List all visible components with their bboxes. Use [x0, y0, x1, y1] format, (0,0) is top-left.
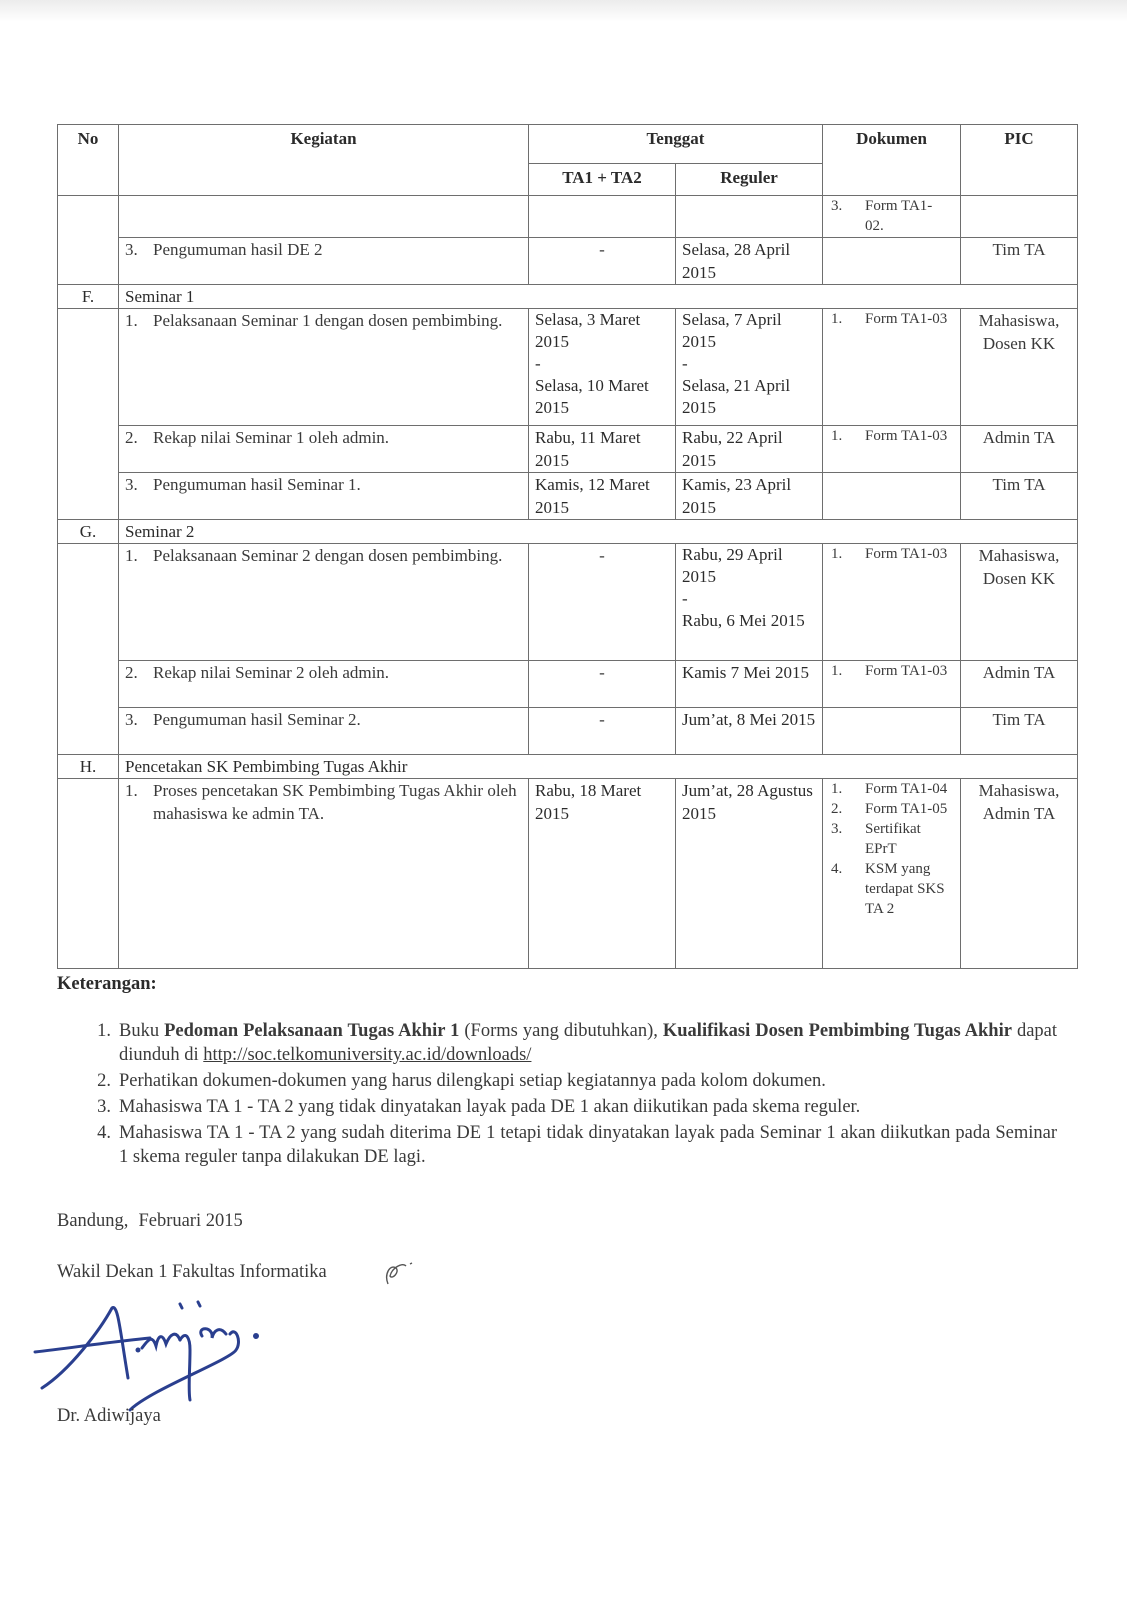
doc-number: 4. — [831, 861, 843, 877]
section-letter: F. — [58, 285, 119, 309]
date-start: Selasa, 7 April 2015 — [682, 310, 782, 351]
kegiatan-cell — [119, 238, 529, 285]
reguler-cell: Jum’at, 8 Mei 2015 — [676, 708, 823, 755]
pic-cell: Tim TA — [961, 473, 1078, 520]
section-title: Seminar 1 — [119, 285, 1078, 309]
note-number: 3. — [97, 1097, 111, 1117]
date-separator: - — [682, 354, 688, 373]
kegiatan-cell — [119, 661, 529, 708]
ta1ta2-cell: Rabu, 18 Maret 2015 — [529, 779, 676, 969]
notes-list — [57, 1019, 1057, 1169]
ta1ta2-cell — [529, 196, 676, 238]
date-start: Rabu, 29 April 2015 — [682, 545, 783, 586]
item-text: Pelaksanaan Seminar 1 dengan dosen pembimbing. — [153, 311, 503, 330]
item-text: Pelaksanaan Seminar 2 dengan dosen pembimbing. — [153, 546, 503, 565]
header-ta1ta2: TA1 + TA2 — [529, 164, 676, 196]
reguler-cell: Kamis, 23 April 2015 — [676, 473, 823, 520]
no-cell — [58, 544, 119, 755]
note-number: 1. — [97, 1021, 111, 1041]
dokumen-cell — [823, 779, 961, 969]
note-bold-text: Pedoman Pelaksanaan Tugas Akhir 1 — [164, 1021, 460, 1041]
dokumen-cell — [823, 426, 961, 473]
section-row-h — [58, 755, 1078, 779]
note-item — [57, 1069, 1057, 1093]
doc-text: Form TA1-05 — [865, 801, 948, 817]
date-end: Selasa, 21 April 2015 — [682, 376, 791, 417]
pic-cell: Mahasiswa, Dosen KK — [961, 544, 1078, 661]
scan-edge-shade — [0, 0, 1127, 22]
schedule-table — [57, 124, 1078, 969]
reguler-cell — [676, 544, 823, 661]
section-row-g — [58, 520, 1078, 544]
reguler-cell — [676, 196, 823, 238]
no-cell — [58, 779, 119, 969]
table-row — [58, 196, 1078, 238]
paraf-initial-mark — [380, 1258, 420, 1288]
header-dokumen: Dokumen — [823, 125, 961, 196]
item-text: Pengumuman hasil Seminar 2. — [153, 710, 361, 729]
pic-cell: Mahasiswa, Dosen KK — [961, 309, 1078, 426]
item-text: Rekap nilai Seminar 2 oleh admin. — [153, 663, 390, 682]
header-pic: PIC — [961, 125, 1078, 196]
kegiatan-cell — [119, 196, 529, 238]
signer-name: Dr. Adiwijaya — [57, 1406, 161, 1426]
notes-title: Keterangan: — [57, 974, 157, 994]
section-row-f — [58, 285, 1078, 309]
doc-text: Form TA1-04 — [865, 781, 948, 797]
ta1ta2-cell: - — [529, 661, 676, 708]
section-letter: H. — [58, 755, 119, 779]
note-bold-text: Kualifikasi Dosen Pembimbing Tugas Akhir — [662, 1021, 1012, 1041]
doc-item — [829, 819, 954, 859]
item-number: 3. — [125, 710, 138, 729]
note-text: Mahasiswa TA 1 - TA 2 yang sudah diterima DE 1 tetapi tidak dinyatakan layak pada Seminar 1 akan diikutkan pada Seminar 1 skema reguler tanpa dilakukan DE lagi. — [119, 1123, 1057, 1167]
doc-text: KSM yang terdapat SKS TA 2 — [865, 861, 945, 917]
city: Bandung, — [57, 1211, 129, 1231]
doc-item — [829, 859, 954, 919]
item-number: 1. — [125, 546, 138, 565]
pic-cell: Mahasiswa, Admin TA — [961, 779, 1078, 969]
note-text — [119, 1019, 1057, 1067]
item-text: Pengumuman hasil Seminar 1. — [153, 475, 361, 494]
item-number: 3. — [125, 475, 138, 494]
date-separator: - — [535, 354, 541, 373]
section-title: Seminar 2 — [119, 520, 1078, 544]
table-row — [58, 238, 1078, 285]
doc-text: Form TA1- 02. — [865, 198, 933, 234]
doc-text: Sertifikat EPrT — [865, 821, 921, 857]
notes-section — [57, 974, 1057, 1171]
dokumen-cell — [823, 708, 961, 755]
dokumen-cell — [823, 238, 961, 285]
doc-text: Form TA1-03 — [865, 428, 948, 444]
reguler-cell: Jum’at, 28 Agustus 2015 — [676, 779, 823, 969]
item-text: Pengumuman hasil DE 2 — [153, 240, 323, 259]
doc-number: 1. — [831, 311, 843, 327]
doc-number: 1. — [831, 428, 843, 444]
doc-text: Form TA1-03 — [865, 663, 948, 679]
reguler-cell: Rabu, 22 April 2015 — [676, 426, 823, 473]
ta1ta2-cell: - — [529, 238, 676, 285]
section-letter: G. — [58, 520, 119, 544]
date: Februari 2015 — [138, 1211, 243, 1231]
header-kegiatan: Kegiatan — [119, 125, 529, 196]
kegiatan-cell — [119, 544, 529, 661]
doc-item — [829, 779, 954, 799]
doc-text: Form TA1-03 — [865, 546, 948, 562]
item-number: 1. — [125, 781, 138, 800]
download-link[interactable]: http://soc.telkomuniversity.ac.id/downloads/ — [203, 1045, 532, 1065]
ta1ta2-cell: - — [529, 708, 676, 755]
reguler-cell — [676, 309, 823, 426]
table-row — [58, 661, 1078, 708]
header-no: No — [58, 125, 119, 196]
header-row — [58, 125, 1078, 164]
note-text: Perhatikan dokumen-dokumen yang harus dilengkapi setiap kegiatannya pada kolom dokumen. — [119, 1071, 826, 1091]
reguler-cell: Selasa, 28 April 2015 — [676, 238, 823, 285]
doc-number: 1. — [831, 546, 843, 562]
item-number: 2. — [125, 428, 138, 447]
kegiatan-cell — [119, 309, 529, 426]
table-row — [58, 426, 1078, 473]
table-row — [58, 544, 1078, 661]
item-number: 3. — [125, 240, 138, 259]
pic-cell: Tim TA — [961, 238, 1078, 285]
item-text: Proses pencetakan SK Pembimbing Tugas Akhir oleh mahasiswa ke admin TA. — [153, 781, 517, 823]
date-start: Selasa, 3 Maret 2015 — [535, 310, 641, 351]
note-text-part: Buku — [119, 1021, 165, 1041]
note-item — [57, 1121, 1057, 1169]
note-item — [57, 1019, 1057, 1067]
pic-cell: Admin TA — [961, 661, 1078, 708]
reguler-cell: Kamis 7 Mei 2015 — [676, 661, 823, 708]
doc-number: 1. — [831, 781, 843, 797]
ta1ta2-cell: Kamis, 12 Maret 2015 — [529, 473, 676, 520]
doc-text: Form TA1-03 — [865, 311, 948, 327]
note-text-part: dapat diunduh di — [119, 1021, 1058, 1065]
table-row — [58, 473, 1078, 520]
place-date — [57, 1211, 243, 1232]
kegiatan-cell — [119, 426, 529, 473]
note-text-part: (Forms yang dibutuhkan), — [459, 1021, 663, 1041]
header-tenggat: Tenggat — [529, 125, 823, 164]
item-number: 1. — [125, 311, 138, 330]
date-end: Selasa, 10 Maret 2015 — [535, 376, 649, 417]
signer-role: Wakil Dekan 1 Fakultas Informatika — [57, 1262, 327, 1282]
kegiatan-cell — [119, 473, 529, 520]
dokumen-cell — [823, 309, 961, 426]
note-text: Mahasiswa TA 1 - TA 2 yang tidak dinyatakan layak pada DE 1 akan diikutikan pada skema reguler. — [119, 1097, 861, 1117]
no-cell — [58, 309, 119, 520]
note-item — [57, 1095, 1057, 1119]
doc-number: 2. — [831, 801, 843, 817]
ta1ta2-cell: Rabu, 11 Maret 2015 — [529, 426, 676, 473]
doc-item — [829, 799, 954, 819]
ta1ta2-cell — [529, 309, 676, 426]
ta1ta2-cell: - — [529, 544, 676, 661]
note-number: 2. — [97, 1071, 111, 1091]
header-reguler: Reguler — [676, 164, 823, 196]
dokumen-cell — [823, 473, 961, 520]
table-row — [58, 708, 1078, 755]
kegiatan-cell — [119, 779, 529, 969]
table-row — [58, 309, 1078, 426]
item-text: Rekap nilai Seminar 1 oleh admin. — [153, 428, 390, 447]
table-row — [58, 779, 1078, 969]
dokumen-cell — [823, 196, 961, 238]
section-title: Pencetakan SK Pembimbing Tugas Akhir — [119, 755, 1078, 779]
dokumen-cell — [823, 544, 961, 661]
pic-cell: Admin TA — [961, 426, 1078, 473]
date-end: Rabu, 6 Mei 2015 — [682, 611, 805, 630]
doc-number: 3. — [831, 198, 843, 214]
no-cell — [58, 196, 119, 285]
date-separator: - — [682, 589, 688, 608]
pic-cell — [961, 196, 1078, 238]
note-number: 4. — [97, 1123, 111, 1143]
item-number: 2. — [125, 663, 138, 682]
doc-number: 1. — [831, 663, 843, 679]
kegiatan-cell — [119, 708, 529, 755]
handwritten-signature — [30, 1290, 310, 1415]
dokumen-cell — [823, 661, 961, 708]
pic-cell: Tim TA — [961, 708, 1078, 755]
doc-number: 3. — [831, 821, 843, 837]
